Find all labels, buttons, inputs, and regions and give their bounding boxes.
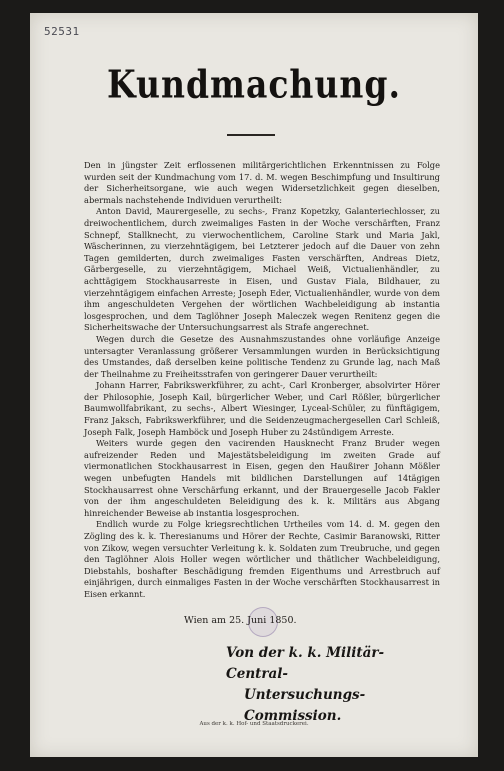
inventory-number: 52531 [44, 25, 80, 38]
paragraph: Johann Harrer, Fabrikswerkführer, zu acht-, Carl Kronberger, absolvirter Hörer der Philosophie, Joseph Kail, bürgerlicher Weber, und Carl Rößler, bürgerlicher Baumwollfabrikant, zu sechs-, Albert Wiesinger, Lyceal-Schüler, zu fünftägigem, Franz Jaksch, Fabrikswerkführer, und die Seidenzeugmachergesellen Carl Schleiß, Joseph Falk, Joseph Hamböck und Joseph Huber zu 24stündigem Arreste. [84, 380, 440, 437]
paragraph: Wegen durch die Gesetze des Ausnahmszustandes ohne vorläufige Anzeige untersagter Veranlassung größerer Versammlungen wurden in Berücksichtigung des Umstandes, daß derselben keine politische Tendenz zu Grunde lag, nach Maß der Theilnahme zu Freiheitsstrafen von geringerer Dauer verurtheilt: [84, 333, 440, 379]
signature-line-1: Von der k. k. Militär-Central- [226, 645, 385, 682]
date-line: Wien am 25. Juni 1850. [184, 615, 297, 626]
document-sheet [30, 13, 478, 757]
document-body [84, 160, 440, 601]
paragraph: Anton David, Maurergeselle, zu sechs-, Franz Kopetzky, Galanteriechlosser, zu dreiwochentlichem, durch zweimaliges Fasten in der Woche verschärften, Franz Schnepf, Stallknecht, zu vierwochentlichem, Caroline Stark und Maria Jakl, Wäscherinnen, zu vierzehntägigem, bei Letzterer jedoch auf die Dauer von zehn Tagen gemilderten, durch zweimaliges Fasten verschärften, Andreas Dietz, Gärbergeselle, zu vierzehntägigem, Michael Weiß, Victualienhändler, zu achttägigem Stockhausarreste in Eisen, und Gustav Fiala, Bildhauer, zu vierzehntägigem einfachen Arreste; Joseph Eder, Victualienhändler, wurde von dem ihm angeschuldeten Vergehen der wörtlichen Wachbeleidigung ab instantia losgesprochen, und dem Taglöhner Joseph Maleczek wegen Renitenz gegen die Sicherheitswache der Untersuchungsarrest als Strafe angerechnet. [84, 206, 440, 333]
document-title: Kundmachung. [107, 62, 401, 107]
paragraph: Weiters wurde gegen den vacirenden Hausknecht Franz Bruder wegen aufreizender Reden und Majestätsbeleidigung im zweiten Grade auf viermonatlichen Stockhausarrest in Eisen, gegen den Haußirer Johann Mößler wegen unbefugten Handels mit bildlichen Darstellungen auf 14tägigen Stockhausarrest ohne Verschärfung erkannt, und der Brauergeselle Jacob Fakler von der ihm angeschuldeten Beleidigung des k. k. Militärs aus Abgang hinreichender Beweise ab instantia losgesprochen. [84, 438, 440, 518]
printer-imprint: Aus der k. k. Hof- und Staatsdruckerei. [199, 721, 309, 727]
paragraph: Endlich wurde zu Folge kriegsrechtlichen Urtheiles vom 14. d. M. gegen den Zögling des k. k. Theresianums und Hörer der Rechte, Casimir Baranowski, Ritter von Zikow, wegen versuchter Verleitung k. k. Soldaten zum Treubruche, und gegen den Taglöhner Alois Holler wegen wörtlicher und thätlicher Wachbeleidigung, Diebstahls, boshafter Beschädigung fremden Eigenthums und Arrestbruch auf einjährigen, durch einmaliges Fasten in der Woche verschärften Stockhausarrest in Eisen erkannt. [84, 519, 440, 599]
signature-line-2: Untersuchungs-Commission. [244, 687, 366, 724]
paragraph: Den in jüngster Zeit erflossenen militärgerichtlichen Erkenntnissen zu Folge wurden seit der Kundmachung vom 17. d. M. wegen Beschimpfung und Insultirung der Sicherheitsorgane, wie auch wegen Widersetzlichkeit gegen dieselben, abermals nachstehende Individuen verurtheilt: [84, 160, 440, 205]
title-divider [227, 134, 275, 136]
signature-block [226, 643, 446, 727]
